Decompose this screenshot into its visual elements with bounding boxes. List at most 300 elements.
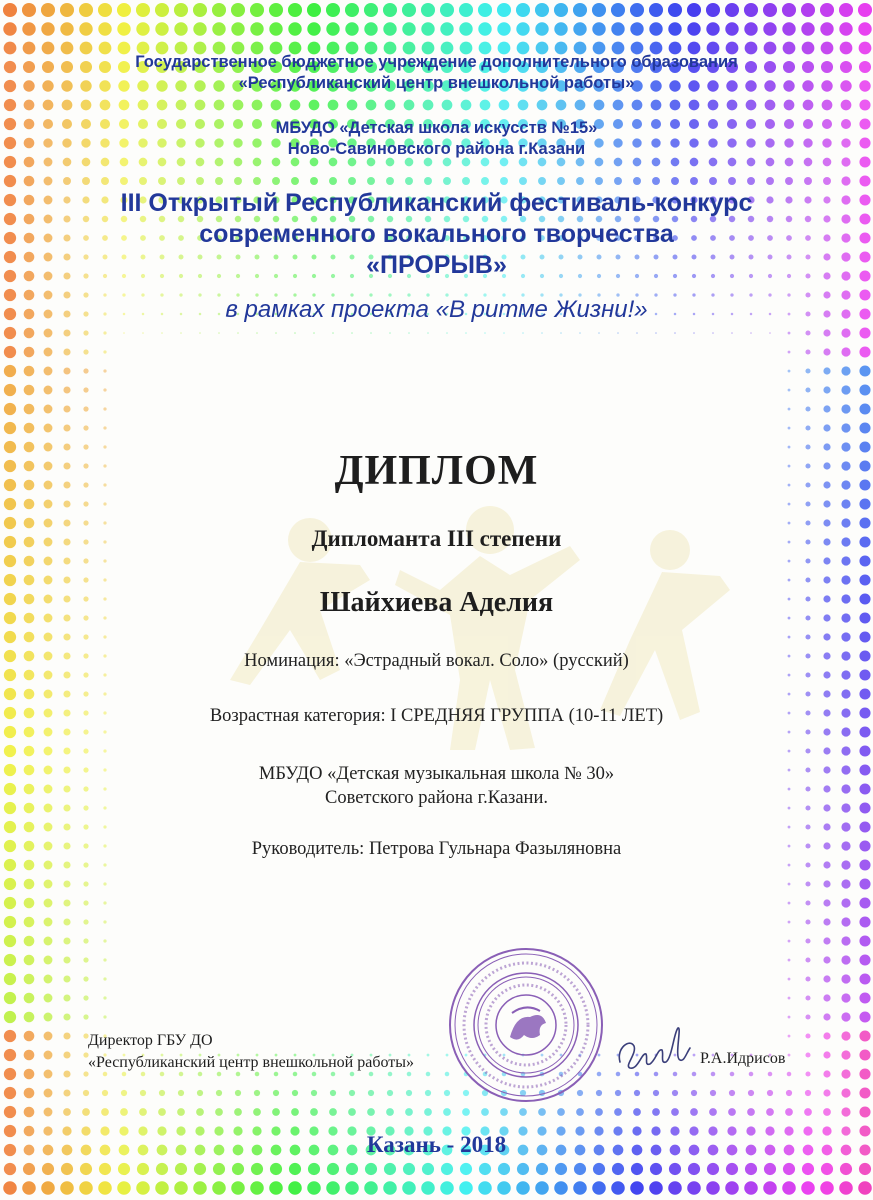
decor-dot bbox=[788, 332, 791, 335]
decor-dot bbox=[4, 346, 16, 358]
decor-dot bbox=[83, 957, 88, 962]
decor-dot bbox=[4, 916, 16, 928]
decor-dot bbox=[233, 100, 244, 111]
decor-dot bbox=[310, 1108, 318, 1116]
decor-dot bbox=[123, 332, 125, 334]
decor-dot bbox=[103, 749, 106, 752]
decor-dot bbox=[768, 1072, 773, 1077]
decor-dot bbox=[859, 916, 870, 927]
festival-title bbox=[0, 188, 873, 281]
decor-dot bbox=[859, 897, 870, 908]
decor-dot bbox=[290, 100, 301, 111]
decor-dot bbox=[426, 1072, 431, 1077]
decor-dot bbox=[669, 1163, 681, 1175]
decor-dot bbox=[805, 558, 810, 563]
decor-dot bbox=[120, 177, 128, 185]
decor-dot bbox=[83, 634, 88, 639]
decor-dot bbox=[442, 100, 453, 111]
host-school-block bbox=[0, 118, 873, 160]
decor-dot bbox=[788, 1016, 791, 1019]
decor-dot bbox=[405, 177, 413, 185]
decor-dot bbox=[805, 976, 810, 981]
decor-dot bbox=[348, 1108, 356, 1116]
decor-dot bbox=[744, 22, 757, 35]
decor-dot bbox=[193, 3, 207, 17]
decor-dot bbox=[63, 405, 70, 412]
director-title bbox=[88, 1030, 414, 1074]
decor-dot bbox=[44, 1032, 53, 1041]
signer-name: Р.А.Идрисов bbox=[700, 1050, 786, 1067]
decor-dot bbox=[4, 365, 16, 377]
decor-dot bbox=[307, 1181, 321, 1195]
decor-dot bbox=[480, 100, 491, 111]
decor-dot bbox=[841, 423, 850, 432]
decor-dot bbox=[103, 901, 106, 904]
decor-dot bbox=[859, 878, 870, 889]
decor-dot bbox=[119, 100, 130, 111]
decor-dot bbox=[840, 1163, 852, 1175]
decor-dot bbox=[614, 177, 622, 185]
decor-dot bbox=[687, 22, 700, 35]
nomination-line: Номинация: «Эстрадный вокал. Соло» (русский) bbox=[244, 651, 629, 671]
decor-dot bbox=[841, 860, 850, 869]
decor-dot bbox=[197, 1090, 203, 1096]
decor-dot bbox=[4, 631, 16, 643]
decor-dot bbox=[858, 1181, 872, 1195]
decor-dot bbox=[98, 1181, 112, 1195]
decor-dot bbox=[291, 177, 299, 185]
decor-dot bbox=[155, 22, 168, 35]
decor-dot bbox=[841, 689, 850, 698]
decor-dot bbox=[250, 3, 264, 17]
decor-dot bbox=[4, 1163, 16, 1175]
decor-dot bbox=[330, 1090, 336, 1096]
decor-dot bbox=[503, 332, 505, 334]
participant-school bbox=[0, 762, 873, 810]
decor-dot bbox=[157, 100, 168, 111]
decor-dot bbox=[63, 1051, 70, 1058]
decor-dot bbox=[24, 955, 35, 966]
decor-dot bbox=[668, 1181, 682, 1195]
decor-dot bbox=[823, 937, 830, 944]
decor-dot bbox=[500, 177, 508, 185]
decor-dot bbox=[783, 1163, 795, 1175]
participant-school-line-1: МБУДО «Детская музыкальная школа № 30» bbox=[258, 764, 615, 784]
decor-dot bbox=[4, 1106, 16, 1118]
decor-dot bbox=[788, 693, 791, 696]
decor-dot bbox=[728, 177, 736, 185]
decor-dot bbox=[22, 22, 35, 35]
decor-dot bbox=[326, 3, 340, 17]
decor-dot bbox=[481, 177, 489, 185]
decor-dot bbox=[841, 328, 850, 337]
decor-dot bbox=[595, 177, 603, 185]
decor-dot bbox=[805, 672, 810, 677]
decor-dot bbox=[839, 22, 852, 35]
decor-dot bbox=[498, 1163, 510, 1175]
decor-dot bbox=[822, 100, 833, 111]
decor-dot bbox=[136, 3, 150, 17]
decor-dot bbox=[24, 366, 35, 377]
decor-dot bbox=[253, 1108, 261, 1116]
decor-dot bbox=[63, 1089, 70, 1096]
decor-dot bbox=[215, 177, 223, 185]
decor-dot bbox=[234, 1108, 242, 1116]
decor-dot bbox=[859, 1106, 870, 1117]
decor-dot bbox=[536, 1163, 548, 1175]
decor-dot bbox=[383, 22, 396, 35]
decor-dot bbox=[859, 365, 870, 376]
decor-dot bbox=[707, 1163, 719, 1175]
decor-dot bbox=[4, 992, 16, 1004]
decor-dot bbox=[4, 403, 16, 415]
decor-dot bbox=[288, 22, 301, 35]
decor-dot bbox=[823, 1032, 830, 1039]
decor-dot bbox=[41, 1181, 55, 1195]
decor-dot bbox=[823, 1013, 830, 1020]
decor-dot bbox=[4, 1087, 16, 1099]
decor-dot bbox=[103, 730, 106, 733]
official-round-seal-icon bbox=[446, 945, 606, 1105]
decor-dot bbox=[24, 423, 35, 434]
decor-dot bbox=[3, 3, 17, 17]
decor-dot bbox=[386, 177, 394, 185]
decor-dot bbox=[841, 366, 850, 375]
decor-dot bbox=[24, 993, 35, 1004]
decor-dot bbox=[80, 1163, 92, 1175]
diploma-degree: Дипломанта III степени bbox=[311, 526, 562, 551]
decor-dot bbox=[4, 954, 16, 966]
decor-dot bbox=[383, 1181, 397, 1195]
decor-dot bbox=[212, 1181, 226, 1195]
decor-dot bbox=[421, 22, 434, 35]
decor-dot bbox=[4, 688, 16, 700]
decor-dot bbox=[693, 332, 695, 334]
decor-dot bbox=[63, 861, 70, 868]
decor-dot bbox=[214, 100, 225, 111]
decor-dot bbox=[823, 1051, 830, 1058]
decor-dot bbox=[805, 938, 810, 943]
decor-dot bbox=[63, 918, 70, 925]
decor-dot bbox=[101, 1108, 109, 1116]
decor-dot bbox=[387, 1090, 393, 1096]
decor-dot bbox=[611, 3, 625, 17]
decor-dot bbox=[24, 575, 35, 586]
decor-dot bbox=[823, 899, 830, 906]
decor-dot bbox=[196, 1108, 204, 1116]
decor-dot bbox=[3, 22, 16, 35]
decor-dot bbox=[670, 100, 681, 111]
decor-dot bbox=[823, 918, 830, 925]
decor-dot bbox=[630, 1181, 644, 1195]
decor-dot bbox=[158, 177, 166, 185]
decor-dot bbox=[805, 881, 810, 886]
decor-dot bbox=[329, 1108, 337, 1116]
decor-dot bbox=[612, 1163, 624, 1175]
decor-dot bbox=[441, 1163, 453, 1175]
decor-dot bbox=[859, 574, 870, 585]
decor-dot bbox=[787, 1072, 792, 1077]
host-school-line-1: МБУДО «Детская школа искусств №15» bbox=[275, 119, 598, 137]
decor-dot bbox=[859, 327, 870, 338]
decor-dot bbox=[63, 348, 70, 355]
decor-dot bbox=[307, 3, 321, 17]
decor-dot bbox=[404, 100, 415, 111]
decor-dot bbox=[24, 100, 35, 111]
decor-dot bbox=[823, 367, 830, 374]
decor-dot bbox=[44, 823, 53, 832]
decor-dot bbox=[823, 348, 830, 355]
decor-dot bbox=[24, 347, 35, 358]
decor-dot bbox=[706, 3, 720, 17]
decor-dot bbox=[4, 878, 16, 890]
decor-dot bbox=[805, 1090, 811, 1096]
festival-title-line-1: III Открытый Республиканский фестиваль-конкурс bbox=[120, 189, 753, 217]
decor-dot bbox=[101, 177, 109, 185]
decor-dot bbox=[368, 1090, 374, 1096]
decor-dot bbox=[592, 1181, 606, 1195]
decor-dot bbox=[402, 22, 415, 35]
decor-dot bbox=[841, 822, 850, 831]
decor-dot bbox=[784, 100, 795, 111]
decor-dot bbox=[308, 1163, 320, 1175]
decor-dot bbox=[98, 3, 112, 17]
decor-dot bbox=[24, 176, 35, 187]
decor-dot bbox=[443, 1108, 451, 1116]
decor-dot bbox=[63, 956, 70, 963]
decor-dot bbox=[44, 386, 53, 395]
decor-dot bbox=[652, 177, 660, 185]
decor-dot bbox=[423, 100, 434, 111]
decor-dot bbox=[859, 726, 870, 737]
decor-dot bbox=[349, 1090, 355, 1096]
decor-dot bbox=[4, 327, 16, 339]
decor-dot bbox=[859, 935, 870, 946]
decor-dot bbox=[3, 1181, 17, 1195]
decor-dot bbox=[63, 633, 70, 640]
decor-dot bbox=[63, 937, 70, 944]
decor-dot bbox=[841, 1088, 850, 1097]
participant-school-line-2: Советского района г.Казани. bbox=[325, 788, 548, 808]
decor-dot bbox=[821, 1163, 833, 1175]
decor-dot bbox=[385, 100, 396, 111]
decor-dot bbox=[63, 728, 70, 735]
decor-dot bbox=[180, 332, 182, 334]
decor-dot bbox=[859, 1049, 870, 1060]
decor-dot bbox=[788, 864, 791, 867]
decor-dot bbox=[24, 385, 35, 396]
decor-dot bbox=[44, 880, 53, 889]
handwritten-signature-icon bbox=[612, 1018, 694, 1076]
decor-dot bbox=[44, 937, 53, 946]
decor-dot bbox=[516, 1181, 530, 1195]
decor-dot bbox=[462, 177, 470, 185]
decor-dot bbox=[288, 3, 302, 17]
decor-dot bbox=[310, 177, 318, 185]
decor-dot bbox=[630, 3, 644, 17]
decor-dot bbox=[24, 917, 35, 928]
director-line-1: Директор ГБУ ДО bbox=[88, 1032, 213, 1049]
decor-dot bbox=[823, 956, 830, 963]
decor-dot bbox=[291, 1108, 299, 1116]
decor-dot bbox=[839, 3, 853, 17]
decor-dot bbox=[841, 404, 850, 413]
decor-dot bbox=[155, 3, 169, 17]
decor-dot bbox=[44, 861, 53, 870]
decor-dot bbox=[82, 1108, 90, 1116]
director-line-2: «Республиканский центр внешкольной работы» bbox=[88, 1054, 415, 1071]
decor-dot bbox=[481, 1108, 489, 1116]
decor-dot bbox=[83, 1090, 89, 1096]
decor-dot bbox=[427, 1054, 430, 1057]
decor-dot bbox=[823, 633, 830, 640]
decor-dot bbox=[651, 100, 662, 111]
decor-dot bbox=[41, 3, 55, 17]
decor-dot bbox=[535, 22, 548, 35]
decor-dot bbox=[332, 332, 334, 334]
decor-dot bbox=[750, 332, 752, 334]
decor-dot bbox=[859, 992, 870, 1003]
decor-dot bbox=[788, 370, 791, 373]
decor-dot bbox=[311, 1090, 317, 1096]
decor-dot bbox=[706, 1181, 720, 1195]
decor-dot bbox=[859, 1030, 870, 1041]
decor-dot bbox=[307, 22, 320, 35]
decor-dot bbox=[522, 332, 524, 334]
decor-dot bbox=[823, 386, 830, 393]
decor-dot bbox=[671, 1108, 679, 1116]
decor-dot bbox=[63, 557, 70, 564]
decor-dot bbox=[273, 1090, 279, 1096]
decor-dot bbox=[763, 22, 776, 35]
decor-dot bbox=[841, 727, 850, 736]
decor-dot bbox=[24, 822, 35, 833]
decor-dot bbox=[573, 1181, 587, 1195]
decor-dot bbox=[823, 1089, 830, 1096]
decor-dot bbox=[788, 389, 791, 392]
decor-dot bbox=[636, 332, 638, 334]
decor-dot bbox=[823, 576, 830, 583]
decor-dot bbox=[292, 1090, 298, 1096]
decor-dot bbox=[103, 369, 106, 372]
decor-dot bbox=[83, 881, 88, 886]
decor-dot bbox=[326, 1181, 340, 1195]
organizer-line-2: «Республиканский центр внешкольной работы» bbox=[238, 74, 635, 92]
decor-dot bbox=[383, 3, 397, 17]
decor-dot bbox=[841, 1050, 850, 1059]
decor-dot bbox=[196, 177, 204, 185]
decor-dot bbox=[24, 860, 35, 871]
decor-dot bbox=[560, 332, 562, 334]
decor-dot bbox=[140, 1090, 146, 1096]
decor-dot bbox=[820, 1181, 834, 1195]
decor-dot bbox=[859, 688, 870, 699]
decor-dot bbox=[805, 919, 810, 924]
decor-dot bbox=[801, 22, 814, 35]
decor-dot bbox=[103, 996, 106, 999]
decor-dot bbox=[500, 1108, 508, 1116]
decor-dot bbox=[841, 955, 850, 964]
festival-title-line-3: «ПРОРЫВ» bbox=[366, 251, 507, 279]
decor-dot bbox=[103, 559, 106, 562]
decor-dot bbox=[24, 879, 35, 890]
decor-dot bbox=[805, 1071, 810, 1076]
decor-dot bbox=[60, 22, 73, 35]
decor-dot bbox=[731, 332, 733, 334]
decor-dot bbox=[554, 22, 567, 35]
decor-dot bbox=[859, 1087, 870, 1098]
decor-dot bbox=[348, 177, 356, 185]
decor-dot bbox=[231, 22, 244, 35]
decor-dot bbox=[859, 954, 870, 965]
decor-dot bbox=[516, 3, 530, 17]
decor-dot bbox=[272, 1108, 280, 1116]
decor-dot bbox=[805, 330, 810, 335]
decor-dot bbox=[174, 22, 187, 35]
decor-dot bbox=[232, 1163, 244, 1175]
decor-dot bbox=[44, 956, 53, 965]
decor-dot bbox=[194, 1163, 206, 1175]
decor-dot bbox=[4, 745, 16, 757]
decor-dot bbox=[24, 1050, 35, 1061]
decor-dot bbox=[367, 177, 375, 185]
decor-dot bbox=[24, 499, 35, 510]
decor-dot bbox=[103, 1015, 106, 1018]
decor-dot bbox=[478, 22, 491, 35]
decor-dot bbox=[649, 3, 663, 17]
decor-dot bbox=[4, 99, 16, 111]
decor-dot bbox=[841, 898, 850, 907]
decor-dot bbox=[83, 406, 88, 411]
decor-dot bbox=[446, 332, 448, 334]
decor-dot bbox=[213, 1163, 225, 1175]
decor-dot bbox=[83, 501, 88, 506]
decor-dot bbox=[632, 100, 643, 111]
recipient-name: Шайхиева Аделия bbox=[319, 587, 554, 618]
decor-dot bbox=[424, 177, 432, 185]
decor-dot bbox=[668, 3, 682, 17]
decor-dot bbox=[98, 22, 111, 35]
decor-dot bbox=[4, 555, 16, 567]
decor-dot bbox=[788, 959, 791, 962]
decor-dot bbox=[44, 1013, 53, 1022]
decor-dot bbox=[823, 994, 830, 1001]
city-year: Казань - 2018 bbox=[366, 1132, 507, 1157]
decor-dot bbox=[633, 1108, 641, 1116]
decor-dot bbox=[823, 1070, 830, 1077]
decor-dot bbox=[351, 332, 353, 334]
decor-dot bbox=[83, 729, 88, 734]
decor-dot bbox=[421, 3, 435, 17]
decor-dot bbox=[593, 1163, 605, 1175]
decor-dot bbox=[174, 1181, 188, 1195]
decor-dot bbox=[309, 100, 320, 111]
decor-dot bbox=[22, 1181, 36, 1195]
decor-dot bbox=[712, 332, 714, 334]
decor-dot bbox=[617, 332, 619, 334]
decor-dot bbox=[672, 1090, 678, 1096]
decor-dot bbox=[516, 22, 529, 35]
decor-dot bbox=[535, 3, 549, 17]
decor-dot bbox=[63, 671, 70, 678]
decor-dot bbox=[44, 918, 53, 927]
decor-dot bbox=[44, 994, 53, 1003]
decor-dot bbox=[823, 690, 830, 697]
decor-dot bbox=[83, 672, 88, 677]
decor-dot bbox=[24, 974, 35, 985]
decor-dot bbox=[747, 177, 755, 185]
decor-dot bbox=[634, 1090, 640, 1096]
